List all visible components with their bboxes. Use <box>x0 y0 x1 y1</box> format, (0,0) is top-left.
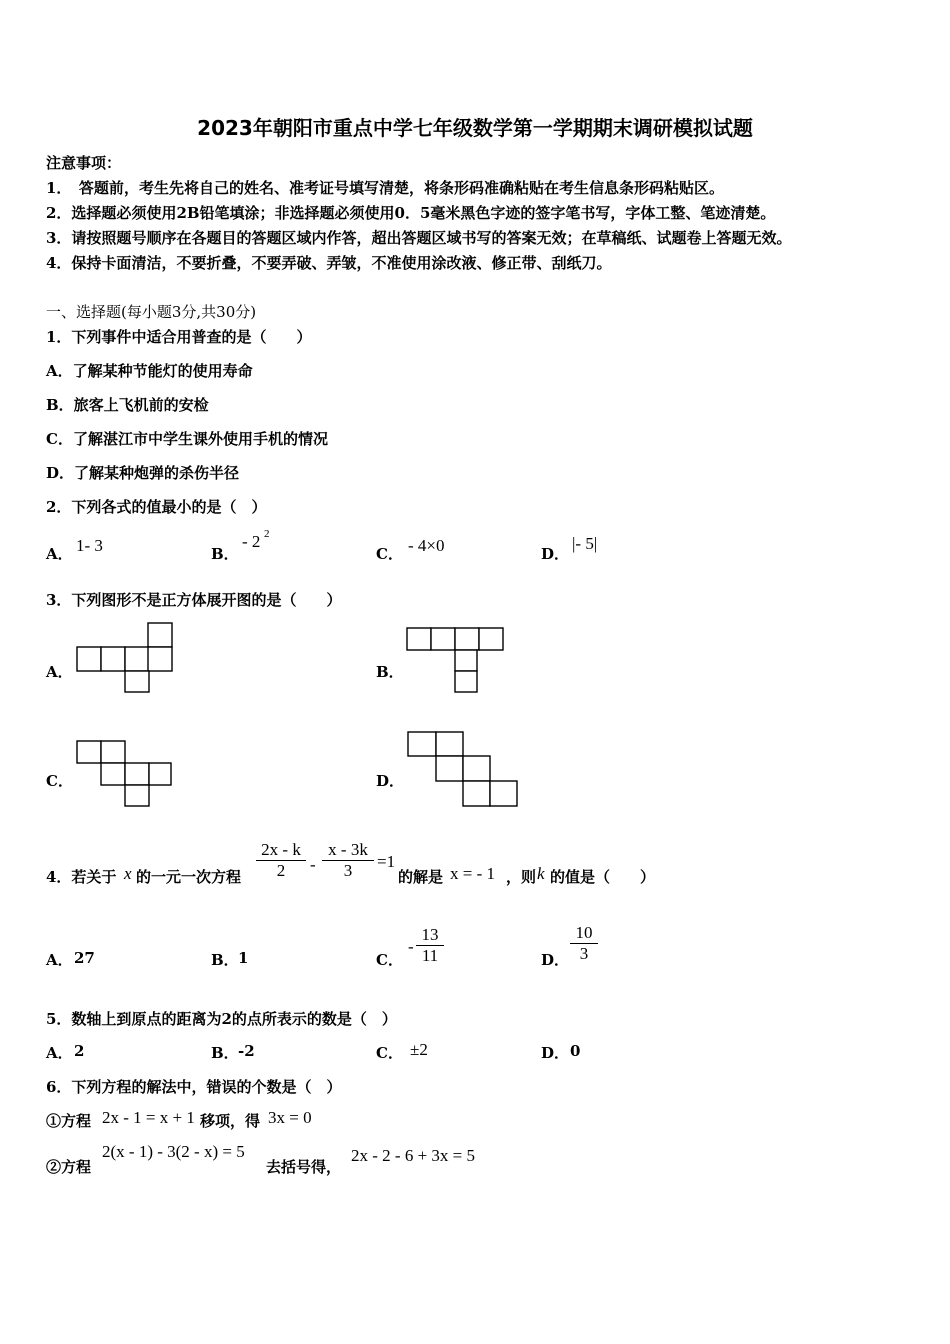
option-c-value: ±2 <box>410 1040 428 1059</box>
option-c-sign: - <box>408 937 414 956</box>
option-a-value: 27 <box>74 949 95 967</box>
notice-item: 3．请按照题号顺序在各题目的答题区域内作答，超出答题区域书写的答案无效；在草稿纸、试题卷上答题无效。 <box>46 229 792 247</box>
question-stem-part: 的值是（ ） <box>550 868 656 886</box>
option-a: A．了解某种节能灯的使用寿命 <box>46 362 253 380</box>
option-a-label: A． <box>46 663 73 681</box>
option-d-label: D． <box>541 1044 570 1062</box>
notice-item: 1． 答题前，考生先将自己的姓名、准考证号填写清楚，将条形码准确粘贴在考生信息条形码粘贴区。 <box>46 179 724 197</box>
statement-1-equation: 2x - 1 = x + 1 <box>102 1108 195 1127</box>
option-b-value: 1 <box>238 949 249 967</box>
question-stem: 3．下列图形不是正方体展开图的是（ ） <box>46 591 342 609</box>
net-figure-a <box>76 622 176 694</box>
option-c-label: C． <box>46 772 73 790</box>
statement-2-equation: 2(x - 1) - 3(2 - x) = 5 <box>102 1142 245 1161</box>
option-c-expr: - 4×0 <box>408 536 445 555</box>
notice-item: 4．保持卡面清洁，不要折叠，不要弄破、弄皱，不准使用涂改液、修正带、刮纸刀。 <box>46 254 612 272</box>
option-d-fraction <box>570 923 598 964</box>
question-stem: 5．数轴上到原点的距离为2的点所表示的数是（ ） <box>46 1010 397 1028</box>
option-c: C．了解湛江市中学生课外使用手机的情况 <box>46 430 328 448</box>
question-stem: 6．下列方程的解法中，错误的个数是（ ） <box>46 1078 342 1096</box>
statement-2-label: ②方程 <box>46 1158 92 1176</box>
option-c-label: C． <box>376 545 403 563</box>
option-b: B．旅客上飞机前的安检 <box>46 396 209 414</box>
option-a-label: A． <box>46 545 73 563</box>
statement-1-text: 移项，得 <box>200 1112 261 1130</box>
question-stem-part: ，则 <box>506 868 537 886</box>
fraction-2 <box>322 840 374 881</box>
net-figure-b <box>406 627 506 693</box>
question-stem-part: 的一元一次方程 <box>136 868 242 886</box>
variable-k: k <box>537 864 545 883</box>
option-c-fraction <box>416 925 444 966</box>
option-a-value: 2 <box>74 1042 85 1060</box>
option-d-value: 0 <box>570 1042 581 1060</box>
minus-sign: - <box>310 855 316 874</box>
option-b-value: -2 <box>238 1042 255 1060</box>
statement-2-result: 2x - 2 - 6 + 3x = 5 <box>351 1146 475 1165</box>
question-stem-part: 4．若关于 <box>46 868 117 886</box>
option-d-denominator: 3 <box>579 944 589 963</box>
option-b-expr: - 2 <box>242 532 261 551</box>
option-a-label: A． <box>46 951 73 969</box>
option-c-label: C． <box>376 1044 403 1062</box>
variable-x: x <box>124 864 132 883</box>
fraction-1-denominator: 2 <box>276 861 286 880</box>
statement-1-result: 3x = 0 <box>268 1108 312 1127</box>
statement-2-text: 去括号得， <box>266 1158 342 1176</box>
notice-heading: 注意事项： <box>46 154 122 172</box>
statement-1-label: ①方程 <box>46 1112 92 1130</box>
option-d-label: D． <box>376 772 405 790</box>
option-c-denominator: 11 <box>421 946 439 965</box>
section-heading: 一、选择题(每小题3分,共30分) <box>46 303 257 321</box>
question-stem: 2．下列各式的值最小的是（ ） <box>46 498 267 516</box>
question-stem-part: 的解是 <box>398 868 444 886</box>
option-d: D．了解某种炮弹的杀伤半径 <box>46 464 240 482</box>
option-c-label: C． <box>376 951 403 969</box>
fraction-2-numerator: x - 3k <box>328 840 368 859</box>
net-figure-c <box>76 740 176 808</box>
option-b-exponent: 2 <box>264 528 270 540</box>
option-a-expr: 1- 3 <box>76 536 103 555</box>
option-d-expr: |- 5| <box>572 534 598 553</box>
notice-item: 2．选择题必须使用2B铅笔填涂；非选择题必须使用0．5毫米黑色字迹的签字笔书写，字体工整、笔迹清楚。 <box>46 204 776 222</box>
fraction-1-numerator: 2x - k <box>261 840 301 859</box>
option-d-label: D． <box>541 545 570 563</box>
option-d-numerator: 10 <box>575 923 593 942</box>
solution-expr: x = - 1 <box>450 864 495 883</box>
equals-one: =1 <box>377 852 396 871</box>
option-d-label: D． <box>541 951 570 969</box>
option-b-label: B． <box>211 545 239 563</box>
option-b-label: B． <box>211 951 239 969</box>
option-a-label: A． <box>46 1044 73 1062</box>
net-figure-d <box>407 731 522 809</box>
option-b-label: B． <box>211 1044 239 1062</box>
option-c-numerator: 13 <box>421 925 439 944</box>
fraction-1 <box>256 840 306 881</box>
fraction-2-denominator: 3 <box>343 861 353 880</box>
question-stem: 1．下列事件中适合用普查的是（ ） <box>46 328 312 346</box>
option-b-label: B． <box>376 663 404 681</box>
page-title: 2023年朝阳市重点中学七年级数学第一学期期末调研模拟试题 <box>197 116 753 140</box>
